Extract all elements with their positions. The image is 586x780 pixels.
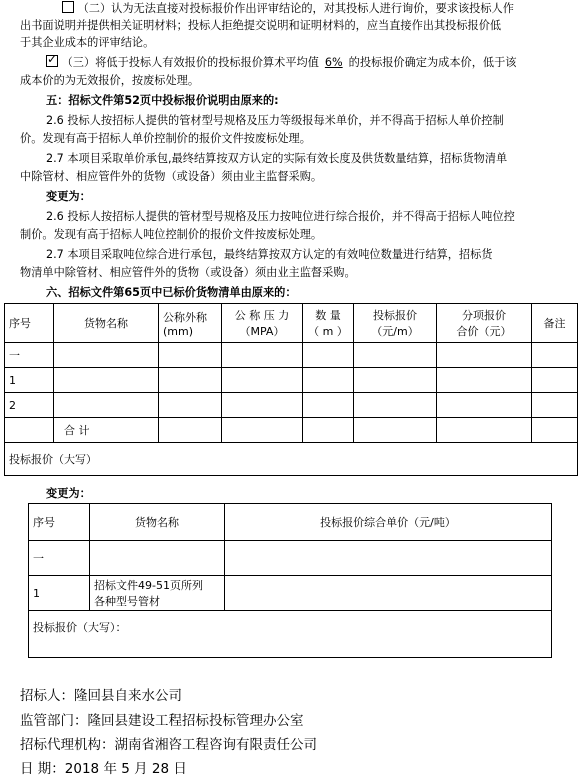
- clause-2-7-changed-line1: 2.7 本项目采取吨位综合进行承包，最终结算按双方认定的有效吨位数量进行结算，招标货: [46, 248, 493, 261]
- row-no: 1: [29, 576, 90, 611]
- clause-2-6-original-line1: 2.6 投标人按招标人提供的管材型号规格及压力等级报每米单价，并不得高于招标人单价控制: [46, 114, 504, 127]
- changed-to-heading-1: 变更为：: [46, 190, 91, 203]
- table-row: [5, 393, 578, 418]
- clause-2-7-changed-line2: 物清单中除管材、相应管件外的货物（或设备）须由业主监督采购。: [20, 266, 356, 279]
- option-two-line1: （二）认为无法直接对投标报价作出评审结论的，对其投标人进行询价，要求该投标人作: [62, 0, 514, 17]
- bid-amount-words-label: 投标报价（大写）: [5, 443, 578, 476]
- col-header-no: 序号: [5, 304, 54, 343]
- table-row: [29, 541, 552, 576]
- section-five-heading: 五：招标文件第52页中投标报价说明由原来的:: [46, 94, 279, 107]
- table-row: [5, 343, 578, 368]
- checked-checkbox-icon: [46, 55, 58, 67]
- col-header-name: 货物名称: [54, 304, 159, 343]
- row-no: 1: [5, 368, 54, 393]
- date-line: 日 期：2018 年 5 月 28 日: [20, 761, 187, 777]
- row-no: 一: [29, 541, 90, 576]
- original-goods-list-table: [4, 303, 578, 476]
- row-no: 2: [5, 393, 54, 418]
- average-percent-value: 6%: [324, 56, 343, 69]
- option-two-line2: 出书面说明并提供相关证明材料；投标人拒绝提交说明和证明材料的，应当直接作出其投标报价低: [20, 19, 502, 32]
- table-header-row: [5, 304, 578, 343]
- table-row: [29, 576, 552, 611]
- col-header-unit-price: 投标报价综合单价（元/吨）: [225, 504, 552, 541]
- tenderer-line: 招标人：隆回县自来水公司: [20, 688, 182, 704]
- col-header-no: 序号: [29, 504, 90, 541]
- table-bid-row: [5, 443, 578, 476]
- option-three-line2: 成本价的为无效报价，按废标处理。: [20, 74, 200, 87]
- agency-line: 招标代理机构：湖南省湘咨工程咨询有限责任公司: [20, 737, 317, 753]
- table-row: [5, 368, 578, 393]
- option-two-line3: 于其企业成本的评审结论。: [20, 36, 155, 49]
- col-header-pressure: 公 称 压 力 （MPA）: [222, 304, 303, 343]
- row-no: 一: [5, 343, 54, 368]
- row-no: [5, 418, 54, 443]
- clause-2-6-changed-line1: 2.6 投标人按招标人提供的管材型号规格及压力按吨位进行综合报价，并不得高于招标人吨位控: [46, 210, 515, 223]
- total-label: 合 计: [54, 418, 159, 443]
- table-header-row: [29, 504, 552, 541]
- goods-name-cell: 招标文件49-51页所列 各种型号管材: [90, 576, 225, 611]
- unchecked-checkbox-icon: [62, 1, 74, 13]
- section-six-heading: 六、招标文件第65页中已标价货物清单由原来的：: [46, 286, 297, 299]
- table-bid-row: [29, 611, 552, 658]
- clause-2-6-changed-line2: 制价。发现有高于招标人吨位控制价的报价文件按废标处理。: [20, 228, 323, 241]
- changed-to-heading-2: 变更为：: [46, 487, 91, 500]
- changed-goods-list-table: [28, 503, 552, 658]
- col-header-subtotal: 分项报价 合价（元）: [437, 304, 532, 343]
- clause-2-7-original-line2: 中除管材、相应管件外的货物（或设备）须由业主监督采购。: [20, 170, 323, 183]
- col-header-note: 备注: [532, 304, 578, 343]
- option-three-line1: ✓ （三）将低于投标人有效报价的投标报价算术平均值 6% 的投标报价确定为成本价，低于该: [46, 54, 516, 71]
- supervisor-line: 监管部门：隆回县建设工程招标投标管理办公室: [20, 713, 304, 729]
- col-header-diameter: 公称外称 (mm): [159, 304, 222, 343]
- clause-2-6-original-line2: 价。发现有高于招标人单价控制价的报价文件按废标处理。: [20, 132, 311, 145]
- col-header-name: 货物名称: [90, 504, 225, 541]
- table-total-row: [5, 418, 578, 443]
- clause-2-7-original-line1: 2.7 本项目采取单价承包,最终结算按双方认定的实际有效长度及供货数量结算，招标货物清单: [46, 152, 508, 165]
- col-header-bid-price: 投标报价 （元/m）: [354, 304, 437, 343]
- bid-amount-words-label: 投标报价（大写）：: [29, 611, 552, 658]
- col-header-quantity: 数 量 （ m ）: [303, 304, 354, 343]
